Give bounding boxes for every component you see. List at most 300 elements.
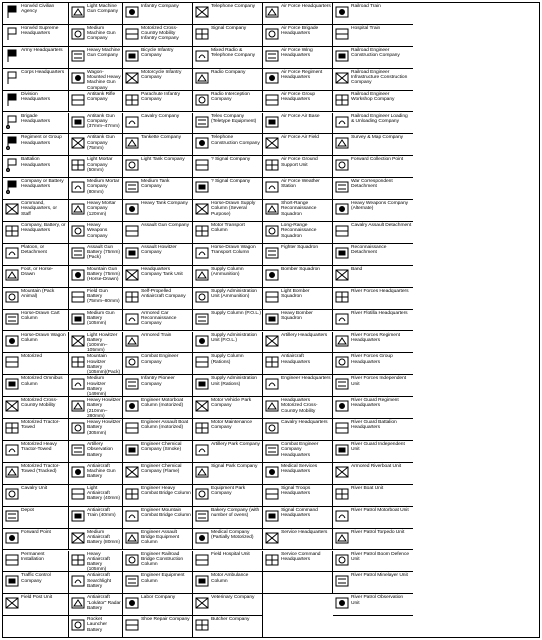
symbol-cell [333,3,413,25]
symbol-label: Labor Company [141,595,176,601]
symbol-label: Heavy Howitzer Battery (305mm) [87,420,121,436]
symbol-cell [263,91,333,113]
mountain-bridge-icon [125,509,139,523]
symbol-cell [333,551,413,573]
company-square-icon [5,224,19,238]
at-rifle-icon [71,93,85,107]
symbol-cell [333,507,413,529]
symbol-cell [123,419,193,441]
depot-icon [5,509,19,523]
symbol-cell [123,572,193,594]
symbol-cell [193,113,263,135]
symbol-label: Infantry Company [141,4,179,9]
flag-icon [5,5,19,19]
symbol-cell [333,156,413,178]
symbol-cell [3,375,69,397]
af-wing-icon [265,49,279,63]
symbol-cell [263,222,333,244]
symbol-cell [3,616,69,638]
symbol-cell [193,463,263,485]
flag-pennant-icon [5,93,19,107]
telephone-construction-icon [195,136,209,150]
searchlight-icon [71,574,85,588]
symbol-cell [333,332,413,354]
symbol-label: Supply Administration Unit (P.O.L.) [211,332,257,343]
butcher-icon [195,618,209,632]
symbol-label: ? Signal Company [211,157,251,163]
armored-riverboat-icon [335,465,349,479]
symbol-cell [193,266,263,288]
hospital-icon [195,553,209,567]
symbol-label: Combat Engineer Company [141,354,179,365]
flag-quad-icon [5,71,19,85]
boom-defence-icon [335,553,349,567]
symbol-cell [263,397,333,419]
engineer-company-hq-icon [265,443,279,457]
combat-engineer-icon [125,355,139,369]
symbol-label: Tankette Company [141,135,181,141]
interception-icon [195,93,209,107]
symbol-label: Mountain (Pack Animal) [21,288,55,299]
pol-column-icon [195,312,209,326]
bicycle-icon [125,49,139,63]
bomber-icon [265,268,279,282]
motorcycle-icon [125,71,139,85]
symbol-cell [123,266,193,288]
symbol-label: Signal Company [211,25,247,31]
symbol-label: Motorized Heavy Tractor-Towed [21,442,57,453]
symbol-label: Bakery Company (with number of ovens) [211,507,260,518]
symbol-cell [123,25,193,47]
symbol-cell [193,91,263,113]
symbol-cell [69,200,123,222]
rations-admin-icon [195,377,209,391]
symbol-label: Light Tank Company [141,157,185,163]
symbol-cell [193,222,263,244]
symbol-label: Service Headquarters [281,529,328,535]
symbol-label: Field Post Unit [21,595,53,601]
wagon-icon [5,334,19,348]
symbol-label: Honvéd Civilian Agency [21,4,55,15]
rail-workshop-icon [335,93,349,107]
symbol-label: River Patrol Boom Defence Unit [351,551,410,562]
cross-country-icon [5,399,19,413]
symbol-cell [193,594,263,616]
symbol-cell [333,310,413,332]
symbol-label: Engineer Assault Bridge Equipment Column [141,529,180,546]
symbol-cell [263,266,333,288]
symbol-label: Regiment or Group Headquarters [21,135,62,146]
symbol-cell [123,200,193,222]
symbol-cell [3,485,69,507]
symbol-cell [3,419,69,441]
symbol-label: Engineer Mountain Combat Bridge Column [141,507,191,518]
symbol-cell [263,529,333,551]
symbol-cell [123,3,193,25]
rations-column-icon [195,355,209,369]
symbol-cell [3,507,69,529]
symbol-label: Division Headquarters [21,91,51,102]
symbol-label: River Patrol Torpedo Unit [351,529,405,535]
symbol-cell [123,616,193,638]
ammo-column-icon [195,268,209,282]
symbol-label: River Forces Independent Unit [351,376,407,387]
symbol-label: River Patrol Minelayer Unit [351,573,408,579]
at-gun-icon [71,115,85,129]
artillery-hq-icon [265,334,279,348]
river-guard-regiment-icon [335,399,349,413]
pennant-small-icon [5,158,19,172]
vehicle-park-icon [195,399,209,413]
flag-double-icon [5,27,19,41]
symbol-cell [193,572,263,594]
train-icon [335,5,349,19]
symbol-label: Butcher Company [211,617,250,623]
heavy-tractor-icon [5,443,19,457]
symbol-label: Assault Gun Company [141,223,189,228]
symbol-cell [3,353,69,375]
symbol-label: Supply Column (Ammunition) [211,266,244,278]
symbol-cell [123,113,193,135]
bridge-icon [125,487,139,501]
symbol-cell [333,375,413,397]
symbol-cell [263,375,333,397]
railroad-bridge-icon [125,553,139,567]
cart-icon [5,312,19,326]
river-guard-unit-icon [335,443,349,457]
symbol-label: Radio Company [211,69,246,75]
symbol-cell [123,244,193,266]
symbol-cell [333,134,413,156]
tank-hq-icon [125,268,139,282]
sp-aa-icon [125,290,139,304]
symbol-cell [3,25,69,47]
symbol-cell [263,288,333,310]
symbol-label: Mountain Howitzer Battery (105mm)(Pack) [87,354,121,376]
symbol-cell [333,222,413,244]
symbol-label: Horse-Drawn Cart Column [21,310,60,321]
supply-horse-icon [195,202,209,216]
symbol-cell [3,3,69,25]
flame-icon [125,465,139,479]
equipment-park-icon [195,487,209,501]
symbol-label: Heavy Tank Company [141,201,188,207]
aa-train-icon [71,509,85,523]
collection-point-icon [335,158,349,172]
symbol-cell [263,178,333,200]
symbol-label: Mountain Gun Battery (75mm)(Horse-Drawn) [87,266,120,283]
symbol-cell [3,441,69,463]
symbol-cell [69,266,123,288]
symbol-cell [123,485,193,507]
river-guard-battalion-icon [335,421,349,435]
symbol-label: Supply Column (P.O.L.) [211,310,261,316]
symbol-label: Antiaircraft Train (40mm) [87,507,116,518]
symbol-label: Motor Ambulance Column [211,573,249,584]
armored-car-icon [125,312,139,326]
survey-icon [335,136,349,150]
at-gun-large-icon [71,136,85,150]
symbol-label: Motorized Tractor-Towed [21,420,60,431]
symbol-cell [69,507,123,529]
symbol-cell [69,134,123,156]
service-hq-icon [265,531,279,545]
bakery-icon [195,509,209,523]
motor-hq-icon [265,399,279,413]
symbol-label: Air Force Regiment Headquarters [281,69,323,80]
mmg-icon [71,27,85,41]
symbol-label: Assault Gun Battery (75mm)(Pack) [87,244,120,261]
symbol-cell [263,310,333,332]
symbol-cell [333,572,413,594]
symbol-label: Telephone Construction Company [211,135,260,146]
symbol-cell [69,332,123,354]
assault-gun-company-icon [125,224,139,238]
symbol-label: Antitank Rifle Company [87,91,116,102]
symbol-cell [193,200,263,222]
symbol-cell [193,134,263,156]
symbol-cell [333,594,413,616]
symbol-cell [333,288,413,310]
symbol-cell [69,616,123,638]
symbol-cell [69,156,123,178]
symbol-label: Medium Tank Company [141,179,170,190]
symbol-cell [123,134,193,156]
symbol-cell [193,156,263,178]
post-icon [5,596,19,610]
blank-icon [265,574,279,588]
light-tank-icon [125,158,139,172]
symbol-cell [263,507,333,529]
wagon-transport-icon [195,246,209,260]
symbol-label: Company, Battery, or Headquarters [21,223,66,234]
medium-aa-icon [71,531,85,545]
symbol-cell [69,441,123,463]
symbol-label: River Guard Regiment Headquarters [351,398,399,409]
telex-icon [195,115,209,129]
symbol-label: Bicycle Infantry Company [141,47,174,59]
symbol-cell [333,91,413,113]
symbol-cell [69,222,123,244]
river-boat-icon [335,487,349,501]
symbol-cell [193,353,263,375]
symbol-cell [263,113,333,135]
symbol-chart [2,2,540,638]
ground-support-icon [265,158,279,172]
light-howitzer-icon [71,334,85,348]
service-command-icon [265,553,279,567]
symbol-cell [123,529,193,551]
symbol-cell [3,572,69,594]
pennant-circle-icon [5,180,19,194]
symbol-label: River Flotilla Headquarters [351,310,408,316]
symbol-cell [69,91,123,113]
pioneer-icon [125,377,139,391]
symbol-label: Engineer Headquarters [281,376,331,382]
symbol-cell [69,594,123,616]
symbol-cell [3,113,69,135]
symbol-label: Artillery Observation Battery [87,442,113,458]
symbol-label: Supply Administration Unit (Rations) [211,376,257,387]
symbol-cell [3,244,69,266]
river-group-icon [335,355,349,369]
symbol-cell [3,332,69,354]
symbol-label: River Forces Regiment Headquarters [351,332,400,343]
patrol-observation-icon [335,596,349,610]
symbol-label: Army Headquarters [21,47,63,53]
symbol-label: Light Howitzer Battery (100mm–105mm) [87,332,118,354]
symbol-cell [123,441,193,463]
symbol-cell [193,441,263,463]
symbol-label: Medium Howitzer Battery (149mm) [87,376,107,398]
symbol-cell [193,178,263,200]
symbol-label: Wagon-Mounted Heavy Machine Gun Company [87,69,121,91]
symbol-label: Band [351,266,363,272]
symbol-cell [333,244,413,266]
symbol-label: Depot [21,507,34,513]
symbol-label: Engineer Motorboat Column (motorized) [141,398,184,409]
symbol-label: Air Force Air Field [281,135,319,141]
symbol-cell [193,310,263,332]
symbol-cell [3,200,69,222]
symbol-label: Combat Engineer Company Headquarters [281,442,319,458]
hq-square-icon [5,202,19,216]
symbol-cell [123,47,193,69]
symbol-label: River Guard Independent Unit [351,442,405,453]
symbol-cell [69,25,123,47]
cavalry-icon [5,487,19,501]
symbol-label: Horse-Drawn Wagon Column [21,332,66,343]
heavy-aa-icon [71,553,85,567]
symbol-label: Motorized Tractor-Towed (Tracked) [21,463,60,475]
symbol-label: Motor Vehicle Park Company [211,398,252,409]
symbol-cell [263,572,333,594]
symbol-cell [333,353,413,375]
engineer-hq-icon [265,377,279,391]
symbol-label: Headquarters Motorized Cross-Country Mobility [281,398,318,414]
symbol-label: River Guard Battalion Headquarters [351,420,397,431]
symbol-label: Long-Range Reconnaissance Squadron [281,223,317,239]
symbol-label: Platoon, or Detachment [21,244,47,256]
symbol-cell [69,375,123,397]
long-recon-icon [265,224,279,238]
signal-command-icon [265,509,279,523]
observation-icon [71,443,85,457]
symbol-cell [3,288,69,310]
symbol-cell [123,463,193,485]
symbol-label: Heavy Weapons Company [87,223,108,239]
light-mortar-icon [71,158,85,172]
symbol-cell [123,288,193,310]
symbol-cell [263,419,333,441]
symbol-cell [263,200,333,222]
symbol-label: Field Hospital Unit [211,551,250,557]
symbol-cell [69,244,123,266]
medium-tank-icon [125,180,139,194]
artillery-park-icon [195,443,209,457]
war-correspondent-icon [335,180,349,194]
symbol-label: Parachute Infantry Company [141,91,181,102]
symbol-label: River Patrol Observation Unit [351,595,404,606]
medium-howitzer-icon [71,377,85,391]
river-hq-icon [335,290,349,304]
recon-icon [335,246,349,260]
symbol-label: Heavy Bomber Squadron [281,310,313,321]
symbol-label: Antiaircraft Machine Gun Battery [87,463,116,480]
symbol-label: Medium Machine Gun Company [87,25,116,42]
symbol-label: Railroad Engineer Workshop Company [351,91,395,102]
aa-hq-icon [265,355,279,369]
symbol-cell [69,47,123,69]
symbol-label: Cavalry Headquarters [281,420,328,426]
symbol-cell [333,47,413,69]
symbol-cell [263,3,333,25]
symbol-label: Air Force Brigade Headquarters [281,25,319,37]
blank-icon [5,618,19,632]
symbol-cell [123,551,193,573]
symbol-label: Artillery Park Company [211,442,260,447]
symbol-cell [69,485,123,507]
air-base-icon [265,115,279,129]
symbol-cell [193,397,263,419]
super-howitzer-icon [71,421,85,435]
weather-icon [265,180,279,194]
cavalry-assault-icon [335,224,349,238]
symbol-cell [333,463,413,485]
symbol-cell [3,463,69,485]
symbol-cell [263,353,333,375]
symbol-cell [3,91,69,113]
heavy-bomber-icon [265,312,279,326]
symbol-label: Engineer Heavy Combat Bridge Column [141,485,191,497]
symbol-label: Brigade Headquarters [21,113,51,124]
symbol-cell [69,353,123,375]
symbol-cell [123,310,193,332]
symbol-label: Command, Headquarters, or Staff [21,201,57,217]
platoon-square-icon [5,246,19,260]
symbol-cell [69,178,123,200]
symbol-cell [333,397,413,419]
minelayer-icon [335,574,349,588]
symbol-label: River Forces Group Headquarters [351,354,393,365]
af-regiment-icon [265,71,279,85]
symbol-cell [69,113,123,135]
symbol-label: Cavalry Company [141,113,180,119]
symbol-label: Heavy Antiaircraft Battery (105mm) [87,551,110,573]
symbol-cell [123,222,193,244]
heavy-mortar-icon [71,202,85,216]
symbol-cell [333,485,413,507]
symbol-cell [123,594,193,616]
symbol-cell [3,134,69,156]
symbol-label: Railroad Engineer Infrastructure Construction Company [351,69,408,86]
symbol-label: Engineer Assault Boat Column (motorized) [141,420,189,431]
symbol-cell [69,397,123,419]
symbol-label: Horse-Drawn Supply Column (Several Purpose) [211,201,256,217]
ammo-admin-icon [195,290,209,304]
symbol-cell [3,266,69,288]
symbol-label: Antiaircraft "Lokátor" Radar Battery [87,595,121,611]
forward-point-icon [5,531,19,545]
symbol-cell [3,156,69,178]
symbol-label: Railroad Engineer Construction Company [351,47,400,59]
symbol-label: Honvéd Supreme Headquarters [21,25,59,37]
symbol-label: Infantry Pioneer Company [141,376,175,387]
symbol-cell [123,91,193,113]
aa-mg-icon [71,465,85,479]
symbol-cell [263,551,333,573]
symbol-label: Survey & Map Company [351,135,404,141]
